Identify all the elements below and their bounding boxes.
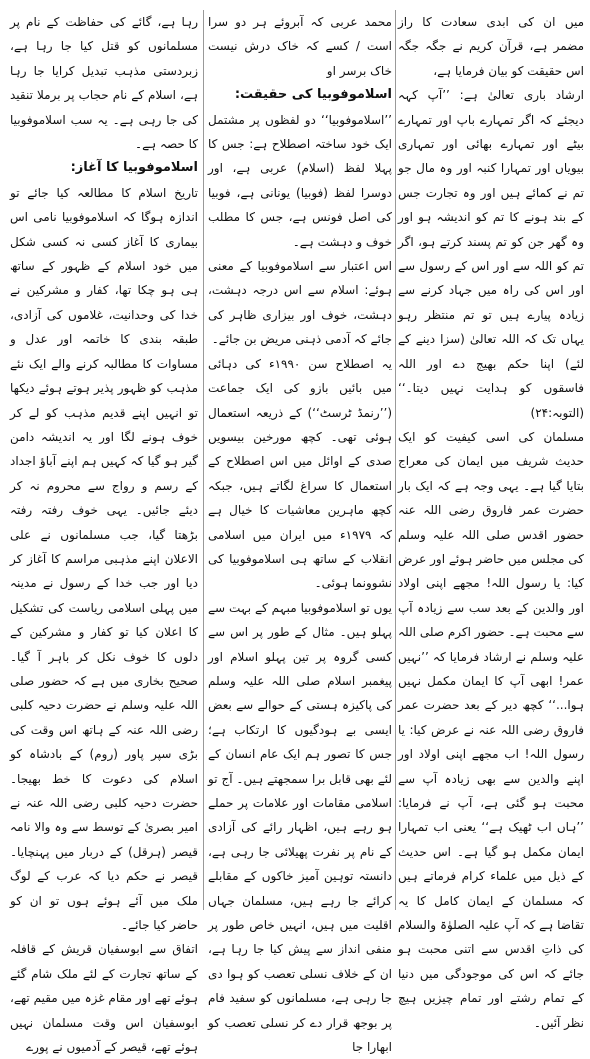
paragraph: اتفاق سے ابوسفیان قریش کے قافلہ کے ساتھ تجارت کے لئے ملک شام گئے ہوئے تھے اور مقام غزہ میں مقیم تھے، ابوسفیان اس وقت مسلمان نہیں ہوئے تھے، قیصر کے آدمیوں نے پورے — [10, 942, 198, 1055]
paragraph: ’’اسلاموفوبیا‘‘ دو لفظوں پر مشتمل ایک خود ساختہ اصطلاح ہے: جس کا پہلا لفظ (اسلام) عربی ہے، اور دوسرا لفظ (فوبیا) یونانی ہے، فوبیا کی اصل فونس ہے، جس کا مطلب خوف و دہشت ہے۔ — [208, 112, 392, 249]
section-heading-islamophobia-origin: اسلاموفوبیا کا آغاز: — [70, 160, 198, 176]
column-divider-left — [203, 10, 204, 910]
text-column-left — [10, 10, 198, 1055]
paragraph: اس اعتبار سے اسلاموفوبیا کے معنی ہوئے: اسلام سے اس درجہ دہشت، دہشت، خوف اور بیزاری ظاہر کی جائے کہ آدمی ذہنی مریض بن جائے۔ — [208, 259, 392, 347]
paragraph: میں ان کی ابدی سعادت کا راز مضمر ہے، قرآن کریم نے جگہ جگہ اس حقیقت کو بیان فرمایا ہے، — [398, 15, 584, 78]
quran-verse-paragraph: ارشاد باری تعالیٰ ہے: ’’آپ کہہ دیجئے کہ اگر تمہارے باپ اور تمہارے بیٹے اور تمہارے بھائی اور تمہاری بیویاں اور تمہارا کنبہ اور وہ مال جو تم نے کمائے ہیں اور وہ تجارت جس کے بند ہونے کا تم کو اندیشہ ہو اور وہ گھر جن کو تم پسند کرتے ہو، اگر تم کو اللہ سے اور اس کے رسول سے اور اس کی راہ میں جہاد کرنے سے زیادہ پیارے ہیں تو تم منتظر رہو یہاں تک کہ اللہ تعالیٰ (سزا دینے کے لئے) اپنا حکم بھیج دے اور اللہ فاسقوں کو ہدایت نہیں دیتا۔‘‘ (التوبہ:۲۴) — [398, 88, 584, 420]
paragraph: یہ اصطلاح سن ۱۹۹۰ء کی دہائی میں بائیں بازو کی ایک جماعت (’’رنمڈ ٹرسٹ‘‘) کے ذریعہ استعمال ہوئی تھی۔ کچھ مورخین بیسویں صدی کے اوائل میں اس اصطلاح کے استعمال کا سراغ لگاتے ہیں، جبکہ کچھ ماہرین معاشیات کا خیال ہے کہ ۱۹۷۹ء میں ایران میں اسلامی انقلاب کے ساتھ ہی اسلاموفوبیا کی نشوونما ہوئی۔ — [208, 356, 393, 591]
text-column-right — [398, 10, 584, 1030]
paragraph: یوں تو اسلاموفوبیا مبہم کے بہت سے پہلو ہیں۔ مثال کے طور پر اس سے کسی گروہ پر تین پہلو اسلام اور پیغمبر اسلام صلی اللہ علیہ وسلم کی پاکیزہ ہستی کے حوالے سے بعض ایسی بے ہودگیوں کا ارتکاب ہے؛ جس کا تصور ہم ایک عام انسان کے لئے بھی قابل برا سمجھتے ہیں۔ آج تو اسلامی مقامات اور علامات پر حملے ہو رہے ہیں، اظہار رائے کی آزادی کے نام پر نفرت پھیلائی جا رہی ہے، دانستہ توہین آمیز خاکوں کے مقابلے کرائے جا رہے ہیں، مسلمان جہاں اقلیت میں ہیں، انہیں خاص طور پر منفی انداز سے پیش کیا جا رہا ہے، ان کے خلاف نسلی تعصب کو ہوا دی جا رہی ہے، مسلمانوں کو سفید فام پر بوجھ قرار دے کر نسلی تعصب کو ابھارا جا — [208, 600, 392, 1055]
column-divider-right — [395, 10, 396, 910]
text-column-middle — [208, 10, 393, 1055]
persian-verse: محمد عربی کہ آبروئے ہر دو سرا است / کسے کہ خاک درش نیست خاک برسر او — [208, 15, 392, 78]
paragraph: مسلمان کی اسی کیفیت کو ایک حدیث شریف میں ایمان کی معراج بتایا گیا ہے۔ یہی وجہ ہے کہ ایک بار حضرت عمر فاروق رضی اللہ عنہ حضور اقدس صلی اللہ علیہ وسلم کی مجلس میں حاضر ہوئے اور عرض کیا: یا رسول اللہ! مجھے اپنی اولاد اور والدین کے بعد سب سے زیادہ آپ سے محبت ہے۔ حضور اکرم صلی اللہ علیہ وسلم نے ارشاد فرمایا کہ ’’نہیں عمر! ابھی آپ کا ایمان مکمل نہیں ہوا...‘‘ کچھ دیر کے بعد حضرت عمر فاروق رضی اللہ عنہ نے عرض کیا: یا رسول اللہ! اب مجھے اپنی اولاد اور اپنے والدین سے بھی زیادہ آپ سے محبت ہو گئی ہے، آپ نے فرمایا: ’’ہاں اب ٹھیک ہے‘‘ یعنی اب تمہارا ایمان مکمل ہو گیا ہے۔ اس حدیث کے ذیل میں علماء کرام فرماتے ہیں کہ مسلمان کے ایمان کامل کا یہ تقاضا ہے کہ آپ علیہ الصلوٰۃ والسلام کی ذاتِ اقدس سے اتنی محبت ہو جائے کہ اس کی موجودگی میں دنیا کے تمام رشتے اور تمام چیزیں ہیچ نظر آئیں۔ — [398, 429, 584, 1030]
section-heading-islamophobia-reality: اسلاموفوبیا کی حقیقت: — [234, 87, 392, 103]
paragraph: تاریخ اسلام کا مطالعہ کیا جائے تو اندازہ ہوگا کہ اسلاموفوبیا نامی اس بیماری کا آغاز کسی نہ کسی شکل میں خود اسلام کے ظہور کے ساتھ ہی ہو چکا تھا، کفار و مشرکین نے خدا کی وحدانیت، غلاموں کی آزادی، طبقہ بندی کا خاتمہ اور عدل و مساوات کا مطالبہ کرنے والے ایک نئے مذہب کو ظہور پذیر ہوتے ہوئے دیکھا تو انہیں اپنے قدیم مذہب کو لے کر خوف ہونے لگا اور یہ اندیشہ دامن گیر ہو گیا کہ کہیں ہم اپنے آباؤ اجداد کے رسم و رواج سے محروم نہ کر دیئے جائیں۔ یہی خوف رفتہ رفتہ بڑھتا گیا، جب مسلمانوں نے علی الاعلان اپنے مذہبی مراسم کا آغاز کر دیا اور جب خدا کے رسول نے مدینہ میں پہلی اسلامی ریاست کی تشکیل کا اعلان کیا تو کفار و مشرکین کے دلوں کا خوف نکل کر باہر آ گیا۔ صحیح بخاری میں ہے کہ حضور صلی اللہ علیہ وسلم نے حضرت دحیہ کلبی رضی اللہ عنہ کے ہاتھ اس وقت کی بڑی سپر پاور (روم) کے بادشاہ کو اسلام کی دعوت کا خط بھیجا۔ حضرت دحیہ کلبی رضی اللہ عنہ نے امیر بصریٰ کے توسط سے وہ والا نامہ قیصر (ہرقل) کے دربار میں پہنچایا۔ قیصر نے حکم دیا کہ عرب کے لوگ ملک میں آئے ہوئے ہوں تو ان کو حاضر کیا جائے۔ — [10, 185, 198, 933]
paragraph: رہا ہے، گائے کی حفاظت کے نام پر مسلمانوں کو قتل کیا جا رہا ہے، زبردستی مذہب تبدیل کرایا جا رہا ہے، اسلام کے نام حجاب پر برملا تنقید کی جا رہی ہے۔ یہ سب اسلاموفوبیا کا حصہ ہے۔ — [10, 15, 198, 152]
